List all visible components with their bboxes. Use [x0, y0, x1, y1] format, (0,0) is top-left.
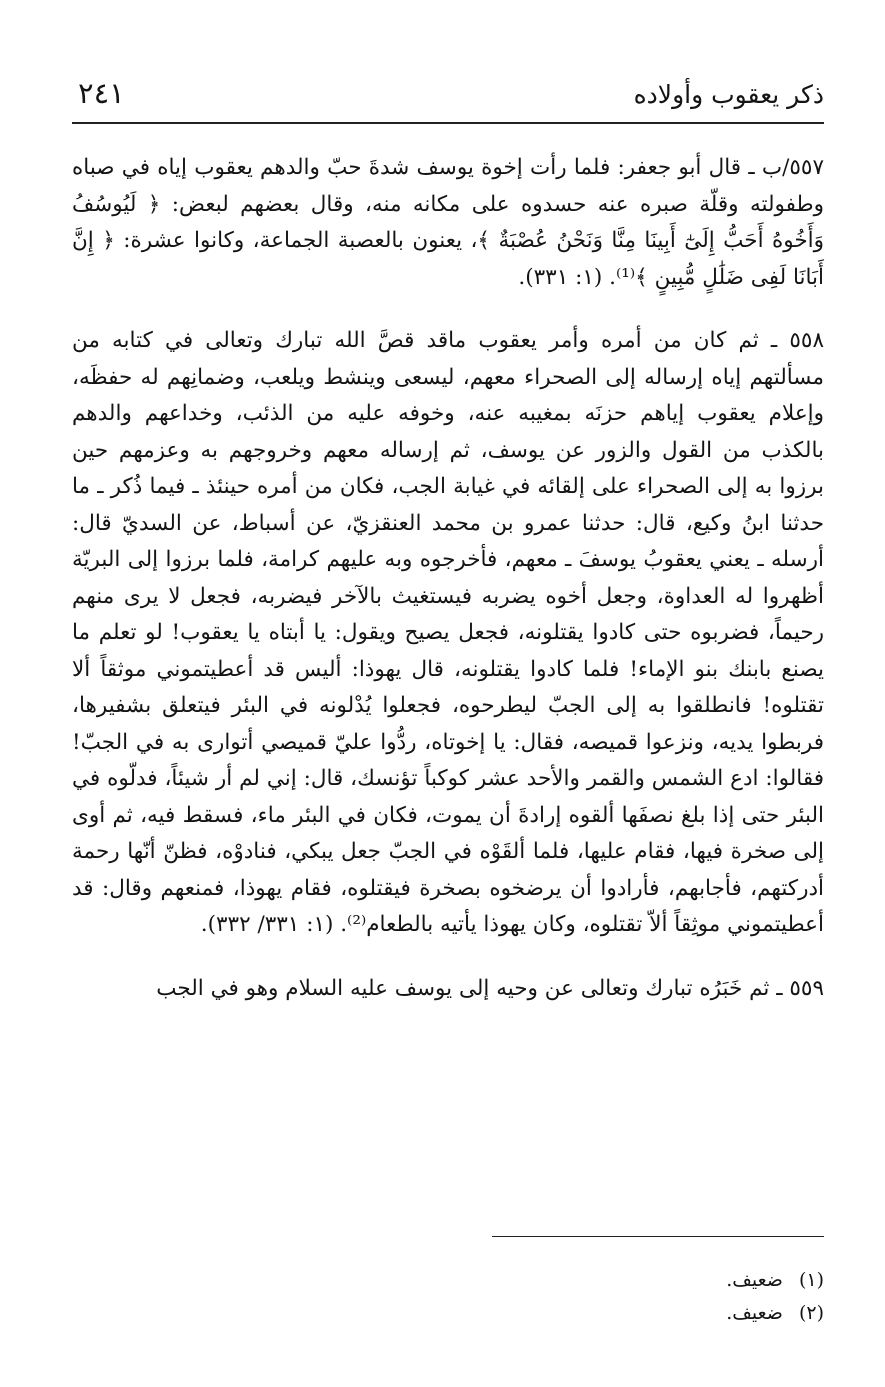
- chapter-title: ذكر يعقوب وأولاده: [633, 80, 824, 109]
- paragraph-559: ٥٥٩ ـ ثم خَبَرُه تبارك وتعالى عن وحيه إلى يوسف عليه السلام وهو في الجب: [156, 975, 824, 1001]
- footnotes: [726, 1264, 824, 1330]
- page-header: [72, 72, 824, 124]
- footnote-marker: (٢): [798, 1302, 824, 1324]
- footnote-divider: [492, 1236, 824, 1237]
- main-text: [72, 150, 824, 1007]
- page-number: ٢٤١: [78, 76, 125, 110]
- footnote-text: ضعيف.: [726, 1302, 783, 1324]
- footnote-2: [726, 1297, 824, 1330]
- footnote-1: [726, 1264, 824, 1297]
- paragraph-557: ٥٥٧/ب ـ قال أبو جعفر: فلما رأت إخوة يوسف شدةَ حبّ والدهم يعقوب إياه في صباه وطفولته وقلّة صبره عنه حسدوه على مكانه منه، وقال بعضهم لبعض: ﴿ لَيُوسُفُ وَأَخُوهُ أَحَبُّ إِلَىٰٓ أَبِينَا مِنَّا وَنَحْنُ عُصْبَةٌ ﴾، يعنون بالعصبة الجماعة، وكانوا عشرة: ﴿ إِنَّ أَبَانَا لَفِى ضَلَٰلٍ مُّبِينٍ ﴾⁽¹⁾. (١: ٣٣١).: [72, 155, 824, 290]
- footnote-marker: (١): [798, 1269, 824, 1291]
- footnote-text: ضعيف.: [726, 1269, 783, 1291]
- paragraph-558: ٥٥٨ ـ ثم كان من أمره وأمر يعقوب ماقد قصَّ الله تبارك وتعالى في كتابه من مسألتهم إياه إرساله إلى الصحراء معهم، ليسعى وينشط ويلعب، وضمانِهم له حفظَه، وإعلام يعقوب إياهم حزنَه بمغيبه عنه، وخوفه عليه من الذئب، وخداعهم والدهم بالكذب من القول والزور عن يوسف، ثم إرساله معهم وخروجهم به وعزمهم حين برزوا به إلى الصحراء على إلقائه في غيابة الجب، فكان من أمره حينئذ ـ فيما ذُكر ـ ما حدثنا ابنُ وكيع، قال: حدثنا عمرو بن محمد العنقزيّ، عن أسباط، عن السديّ قال: أرسله ـ يعني يعقوبُ يوسفَ ـ معهم، فأخرجوه وبه عليهم كرامة، فلما برزوا إلى البريّة أظهروا له العداوة، وجعل أخوه يضربه فيستغيث بالآخر فيضربه، فجعل لا يرى منهم رحيماً، فضربوه حتى كادوا يقتلونه، فجعل يصيح ويقول: يا أبتاه يا يعقوب! لو تعلم ما يصنع بابنك بنو الإماء! فلما كادوا يقتلونه، قال يهوذا: أليس قد أعطيتموني موثقاً ألا تقتلوه! فانطلقوا به إلى الجبّ ليطرحوه، فجعلوا يُدْلونه في البئر فيتعلق بشفيرها، فربطوا يديه، ونزعوا قميصه، فقال: يا إخوتاه، ردُّوا عليّ قميصي أتوارى به في الجبّ! فقالوا: ادع الشمس والقمر والأحد عشر كوكباً تؤنسك، قال: إني لم أر شيئاً، فدلّوه في البئر حتى إذا بلغ نصفَها ألقوه إرادةَ أن يموت، فكان في البئر ماء، فسقط فيه، ثم أوى إلى صخرة فيها، فقام عليها، فلما ألقَوْه في الجبّ جعل يبكي، فنادوْه، فظنّ أنّها رحمة أدركتهم، فأجابهم، فأرادوا أن يرضخوه بصخرة فيقتلوه، فقام يهوذا، فمنعهم وقال: قد أعطيتموني موثِقاً ألاّ تقتلوه، وكان يهوذا يأتيه بالطعام⁽²⁾. (١: ٣٣١/ ٣٣٢).: [72, 328, 824, 937]
